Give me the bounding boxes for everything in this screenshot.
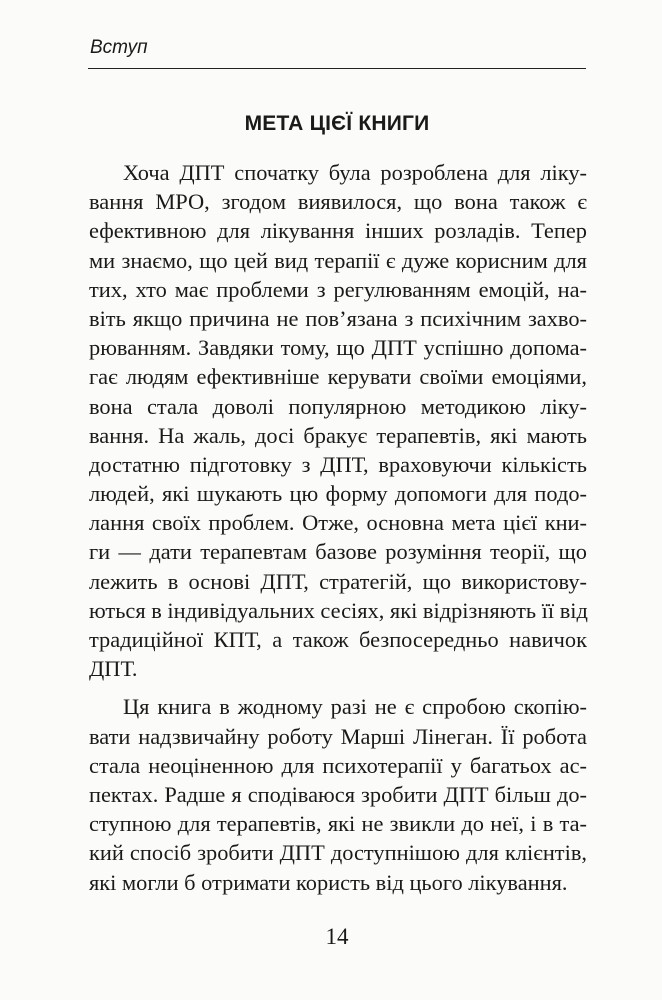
text-line: вання. На жаль, досі бракує терапевтів, які мають [89, 422, 587, 448]
text-line: Хоча ДПТ спочатку була розроблена для ліку- [123, 160, 587, 185]
page-number: 14 [325, 924, 349, 949]
running-header [88, 34, 586, 69]
text-line: стала неоціненною для психотерапії у багатьох ас- [89, 752, 587, 778]
text-line: Ця книга в жодному разі не є спробою скопію- [123, 694, 587, 720]
text-line: ми знаємо, що цей вид терапії є дуже корисним для [89, 247, 587, 273]
paragraph [89, 692, 587, 896]
text-line: ступною для терапевтів, які не звикли до неї, і в та- [89, 811, 587, 837]
text-line: віть якщо причина не пов’язана з психічним захво- [89, 305, 587, 331]
text-line: пектах. Радше я сподіваюся зробити ДПТ більш до- [89, 781, 587, 807]
text-line: тих, хто має проблеми з регулюванням емоцій, на- [89, 276, 587, 302]
text-line: ги — дати терапевтам базове розуміння теорії, що [89, 539, 587, 565]
text-line: традиційної КПТ, а також безпосередньо навичок [89, 627, 587, 652]
text-line: ефективною для лікування інших розладів. Тепер [89, 218, 587, 244]
body-text [89, 158, 587, 897]
text-line: лання своїх проблем. Отже, основна мета цієї кни- [89, 510, 587, 536]
text-line: кий спосіб зробити ДПТ доступнішою для клієнтів, [89, 840, 587, 866]
section-title: МЕТА ЦІЄЇ КНИГИ [244, 112, 430, 135]
running-header-title: Вступ [90, 37, 148, 58]
text-line: гає людям ефективніше керувати своїми емоціями, [89, 364, 587, 390]
text-line: рюванням. Завдяки тому, що ДПТ успішно допома- [89, 335, 587, 361]
text-line: людей, які шукають цю форму допомоги для подо- [89, 481, 587, 507]
text-line: лежить в основі ДПТ, стратегій, що використову- [89, 568, 587, 594]
text-line: вона стала доволі популярною методикою ліку- [89, 393, 587, 419]
text-line: які могли б отримати користь від цього лікування. [89, 869, 568, 895]
text-line: ються в індивідуальних сесіях, які відрізняють її від [89, 597, 588, 623]
text-line: достатню підготовку з ДПТ, враховуючи кількість [89, 451, 587, 477]
paragraph-spacer [89, 683, 587, 692]
text-line: вання МРО, згодом виявилося, що вона також є [89, 189, 587, 215]
text-line: вати надзвичайну роботу Марші Лінеган. Її робота [89, 723, 587, 749]
paragraph [89, 158, 587, 683]
text-line: ДПТ. [89, 656, 138, 682]
